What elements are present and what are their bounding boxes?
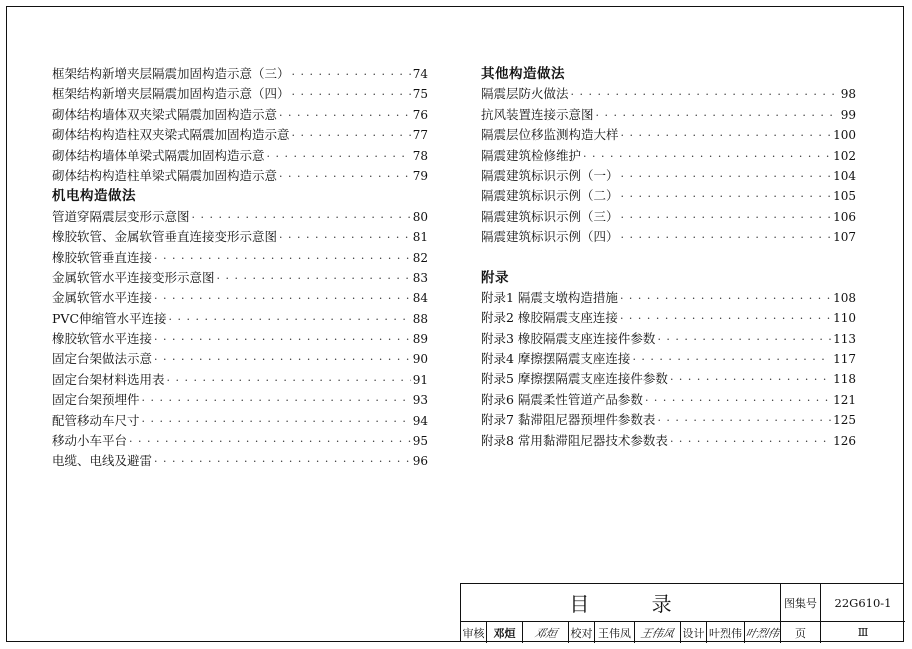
toc-entry-page: 93 <box>412 393 428 408</box>
toc-entry <box>481 84 856 104</box>
toc-entry-page: 84 <box>412 291 428 306</box>
toc-entry <box>52 431 428 451</box>
toc-entry-title: 砌体结构构造柱单梁式隔震加固构造示意 <box>52 167 278 183</box>
toc-entry-title: 砌体结构墙体单梁式隔震加固构造示意 <box>52 147 265 163</box>
toc-entry-title: 附录6 隔震柔性管道产品参数 <box>481 391 643 407</box>
toc-right-column <box>481 64 856 451</box>
toc-entry-title: 框架结构新增夹层隔震加固构造示意（三） <box>52 66 290 81</box>
dot-leader <box>292 65 411 85</box>
toc-entry <box>52 390 428 410</box>
toc-entry-title: 附录1 隔震支墩构造措施 <box>481 289 618 305</box>
toc-entry-page: 118 <box>833 372 856 387</box>
dot-leader <box>292 126 411 146</box>
toc-entry <box>481 125 856 145</box>
dot-leader <box>596 106 839 126</box>
toc-entry-page: 76 <box>412 107 428 122</box>
toc-entry <box>481 390 856 410</box>
toc-entry <box>481 369 856 389</box>
toc-entry-title: 隔震层防火做法 <box>481 86 569 102</box>
toc-entry-page: 78 <box>412 148 428 163</box>
toc-entry-page: 117 <box>833 352 856 367</box>
toc-entry-page: 98 <box>840 87 856 102</box>
dot-leader <box>167 371 411 391</box>
toc-entry <box>481 146 856 166</box>
toc-entry <box>52 370 428 390</box>
designer-name: 叶烈伟 <box>707 622 745 643</box>
dot-leader <box>129 432 411 452</box>
toc-entry-title: 附录4 摩擦摆隔震支座连接 <box>481 351 631 367</box>
toc-entry-page: 82 <box>412 250 428 265</box>
toc-entry-title: 橡胶软管垂直连接 <box>52 249 153 265</box>
toc-entry <box>52 329 428 349</box>
toc-entry-title: 抗风装置连接示意图 <box>481 106 594 122</box>
toc-entry-page: 125 <box>833 413 856 428</box>
toc-entry <box>481 207 856 227</box>
toc-entry <box>481 105 856 125</box>
dot-leader <box>279 167 411 187</box>
dot-leader <box>169 310 411 330</box>
checker-name: 王伟凤 <box>595 622 635 643</box>
toc-entry-page: 104 <box>833 168 856 183</box>
toc-entry-page: 75 <box>412 87 428 102</box>
dot-leader <box>279 106 411 126</box>
toc-entry <box>52 64 428 84</box>
toc-entry-title: 附录7 黏滞阻尼器预埋件参数表 <box>481 412 656 428</box>
toc-entry <box>481 349 856 369</box>
toc-entry-title: 附录3 橡胶隔震支座连接件参数 <box>481 330 656 346</box>
toc-entry-page: 108 <box>833 290 856 305</box>
toc-entry <box>481 166 856 186</box>
toc-entry-page: 99 <box>840 107 856 122</box>
toc-entry-page: 80 <box>412 209 428 224</box>
dot-leader <box>142 412 411 432</box>
toc-entry <box>52 84 428 104</box>
toc-entry <box>481 227 856 247</box>
toc-entry-title: 砌体结构构造柱双夹梁式隔震加固构造示意 <box>52 127 290 143</box>
dot-leader <box>657 330 831 350</box>
dot-leader <box>621 167 832 187</box>
toc-entry-title: 隔震建筑标识示例（三） <box>481 208 619 224</box>
toc-entry-title: 框架结构新增夹层隔震加固构造示意（四） <box>52 86 290 102</box>
dot-leader <box>154 452 411 472</box>
toc-entry-page: 110 <box>833 311 856 326</box>
toc-entry-page: 107 <box>833 230 856 245</box>
title-block <box>460 583 904 642</box>
toc-entry <box>52 268 428 288</box>
dot-leader <box>279 228 411 248</box>
toc-entry-title: 配管移动车尺寸 <box>52 412 140 428</box>
toc-entry-page: 96 <box>412 454 428 469</box>
dot-leader <box>620 309 831 329</box>
toc-entry-page: 94 <box>412 413 428 428</box>
page-label: 页 <box>781 622 821 643</box>
toc-entry-page: 77 <box>412 128 428 143</box>
toc-entry <box>52 248 428 268</box>
toc-section-heading: 机电构造做法 <box>52 188 136 205</box>
toc-entry <box>52 207 428 227</box>
checker-signature: 王伟凤 <box>635 622 681 643</box>
toc-entry-page: 105 <box>833 189 856 204</box>
toc-section-heading: 附录 <box>481 269 509 286</box>
dot-leader <box>154 249 411 269</box>
toc-entry-title: 固定台架预埋件 <box>52 392 140 408</box>
toc-entry <box>52 227 428 247</box>
toc-left-column <box>52 64 428 472</box>
dot-leader <box>657 411 831 431</box>
dot-leader <box>142 391 411 411</box>
dot-leader <box>292 85 411 105</box>
dot-leader <box>267 147 411 167</box>
design-label: 设计 <box>681 622 707 643</box>
toc-entry-page: 113 <box>833 331 856 346</box>
toc-entry-page: 91 <box>412 372 428 387</box>
toc-entry <box>52 411 428 431</box>
toc-entry-page: 88 <box>412 311 428 326</box>
dot-leader <box>670 370 831 390</box>
toc-entry-page: 74 <box>412 67 428 81</box>
toc-entry-title: 附录2 橡胶隔震支座连接 <box>481 310 618 326</box>
dot-leader <box>621 208 832 228</box>
dot-leader <box>217 269 411 289</box>
toc-entry <box>52 349 428 369</box>
toc-entry-page: 100 <box>833 128 856 143</box>
dot-leader <box>632 350 831 370</box>
toc-entry-title: 隔震建筑标识示例（四） <box>481 229 619 245</box>
dot-leader <box>583 147 831 167</box>
atlas-number-label: 图集号 <box>781 584 821 622</box>
toc-entry-title: 固定台架做法示意 <box>52 351 153 367</box>
toc-entry-page: 95 <box>412 434 428 449</box>
toc-entry <box>481 288 856 308</box>
toc-entry-page: 102 <box>833 148 856 163</box>
toc-entry-page: 121 <box>833 392 856 407</box>
toc-entry-title: 砌体结构墙体双夹梁式隔震加固构造示意 <box>52 106 278 122</box>
toc-entry <box>52 146 428 166</box>
toc-entry <box>481 410 856 430</box>
toc-entry-title: 金属软管水平连接变形示意图 <box>52 269 215 285</box>
toc-entry-title: 附录5 摩擦摆隔震支座连接件参数 <box>481 371 668 387</box>
toc-entry-title: 移动小车平台 <box>52 433 128 449</box>
toc-entry-page: 126 <box>833 433 856 448</box>
toc-entry <box>52 451 428 471</box>
dot-leader <box>192 208 411 228</box>
toc-entry-title: PVC伸缩管水平连接 <box>52 310 167 326</box>
designer-signature: 叶烈伟 <box>745 622 781 643</box>
toc-entry <box>52 125 428 145</box>
toc-entry-title: 固定台架材料选用表 <box>52 371 165 387</box>
toc-entry-title: 橡胶软管、金属软管垂直连接变形示意图 <box>52 229 278 245</box>
dot-leader <box>154 289 411 309</box>
toc-entry-page: 90 <box>412 352 428 367</box>
toc-entry-title: 电缆、电线及避雷 <box>52 453 153 469</box>
toc-entry <box>481 329 856 349</box>
reviewer-name: 邓烜 <box>487 622 523 643</box>
toc-entry-title: 隔震建筑检修维护 <box>481 147 582 163</box>
toc-entry-page: 83 <box>412 270 428 285</box>
dot-leader <box>154 330 411 350</box>
toc-entry-title: 隔震建筑标识示例（二） <box>481 188 619 204</box>
toc-section-heading: 其他构造做法 <box>481 66 565 82</box>
dot-leader <box>670 432 831 452</box>
toc-entry-title: 隔震建筑标识示例（一） <box>481 167 619 183</box>
page-number: Ⅲ <box>857 626 869 639</box>
toc-entry-title: 附录8 常用黏滞阻尼器技术参数表 <box>481 432 668 448</box>
dot-leader <box>645 391 831 411</box>
dot-leader <box>621 126 832 146</box>
review-label: 审核 <box>461 622 487 643</box>
toc-entry-page: 106 <box>833 209 856 224</box>
toc-entry <box>481 308 856 328</box>
dot-leader <box>621 187 832 207</box>
toc-spacer <box>481 248 856 268</box>
atlas-number: 22G610-1 <box>821 584 905 622</box>
check-label: 校对 <box>569 622 595 643</box>
reviewer-signature: 邓烜 <box>523 622 569 643</box>
toc-entry-page: 81 <box>412 230 428 245</box>
toc-entry <box>52 309 428 329</box>
toc-entry-title: 管道穿隔震层变形示意图 <box>52 208 190 224</box>
toc-entry <box>481 186 856 206</box>
toc-entry-title: 金属软管水平连接 <box>52 290 153 306</box>
dot-leader <box>571 85 839 105</box>
toc-entry-title: 隔震层位移监测构造大样 <box>481 127 619 143</box>
toc-entry <box>52 166 428 186</box>
toc-entry <box>52 105 428 125</box>
sheet-title: 目 录 <box>461 584 781 622</box>
toc-entry <box>52 288 428 308</box>
toc-entry-title: 橡胶软管水平连接 <box>52 331 153 347</box>
toc-entry-page: 79 <box>412 168 428 183</box>
toc-entry-page: 89 <box>412 332 428 347</box>
dot-leader <box>154 350 411 370</box>
dot-leader <box>620 289 831 309</box>
dot-leader <box>621 228 832 248</box>
toc-entry <box>481 431 856 451</box>
